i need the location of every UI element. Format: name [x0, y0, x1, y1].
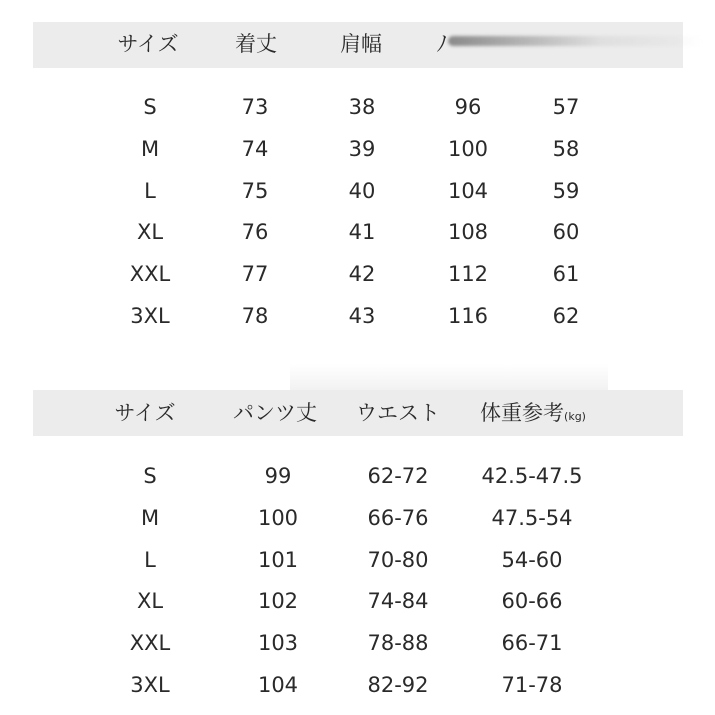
- table2-header-size: サイズ: [114, 401, 176, 425]
- table1-header-shoulder: 肩幅: [340, 32, 382, 56]
- table1-cell: 73: [241, 95, 269, 119]
- table1-cell: 112: [447, 262, 489, 287]
- table2-cell: 74-84: [367, 589, 429, 614]
- table2-cell: XL: [136, 589, 164, 614]
- table1-cell: 75: [241, 178, 269, 203]
- table1-cell: 74: [241, 136, 269, 161]
- table2-cell: 100: [257, 505, 299, 530]
- weight-label: 体重参考: [480, 401, 565, 425]
- table2-cell: 104: [257, 673, 299, 697]
- table1-header-length: 着丈: [235, 32, 277, 56]
- table2-header-pants-length: パンツ丈: [233, 401, 317, 425]
- table2-cell: 70-80: [367, 547, 429, 572]
- table2-cell: 102: [257, 589, 299, 614]
- table2-cell: 99: [264, 464, 292, 488]
- table1-cell: 60: [552, 220, 580, 245]
- table1-cell: 100: [447, 136, 489, 161]
- table2-cell: S: [143, 464, 157, 488]
- table2-cell: XXL: [129, 631, 171, 656]
- table1-cell: 42: [348, 262, 376, 287]
- table2-cell: 103: [257, 631, 299, 656]
- table2-cell: 66-76: [367, 505, 429, 530]
- table2-cell: M: [140, 505, 160, 530]
- table2-cell: L: [144, 547, 156, 572]
- table1-cell: 59: [552, 178, 580, 203]
- weight-unit: (kg): [564, 410, 586, 423]
- table2-cell: 60-66: [501, 589, 563, 614]
- table2-cell: 54-60: [501, 547, 563, 572]
- table2-cell: 78-88: [367, 631, 429, 656]
- table1-cell: 77: [241, 262, 269, 287]
- obscuring-smudge: [448, 36, 703, 46]
- table2-cell: 82-92: [367, 673, 429, 697]
- faded-band: [290, 364, 608, 390]
- table2-cell: 47.5-54: [491, 505, 573, 530]
- table1-cell: 62: [552, 304, 580, 328]
- table1-cell: XL: [136, 220, 164, 245]
- table1-cell: 43: [348, 304, 376, 328]
- table1-cell: 41: [348, 220, 376, 245]
- table1-cell: 108: [447, 220, 489, 245]
- table1-cell: 61: [552, 262, 580, 287]
- table1-cell: 78: [241, 304, 269, 328]
- table2-cell: 66-71: [501, 631, 563, 656]
- table1-cell: 104: [447, 178, 489, 203]
- table1-cell: XXL: [129, 262, 171, 287]
- table2-cell: 42.5-47.5: [481, 464, 583, 488]
- table1-cell: 96: [454, 95, 482, 119]
- table1-header-size: サイズ: [117, 32, 179, 56]
- table1-cell: 39: [348, 136, 376, 161]
- table1-cell: M: [140, 136, 160, 161]
- table1-header-partial: ﾉ: [436, 32, 448, 56]
- table1-cell: 3XL: [130, 304, 170, 328]
- table1-cell: 58: [552, 136, 580, 161]
- table1-cell: 57: [552, 95, 580, 119]
- table2-header-waist: ウエスト: [356, 401, 440, 425]
- table2-cell: 62-72: [367, 464, 429, 488]
- table2-header-weight: [480, 403, 586, 424]
- table2-cell: 3XL: [130, 673, 170, 697]
- table1-cell: 40: [348, 178, 376, 203]
- table1-cell: S: [143, 95, 157, 119]
- table1-cell: 116: [447, 304, 489, 328]
- table1-cell: 76: [241, 220, 269, 245]
- table1-cell: L: [144, 178, 156, 203]
- table2-cell: 101: [257, 547, 299, 572]
- table2-cell: 71-78: [501, 673, 563, 697]
- table1-cell: 38: [348, 95, 376, 119]
